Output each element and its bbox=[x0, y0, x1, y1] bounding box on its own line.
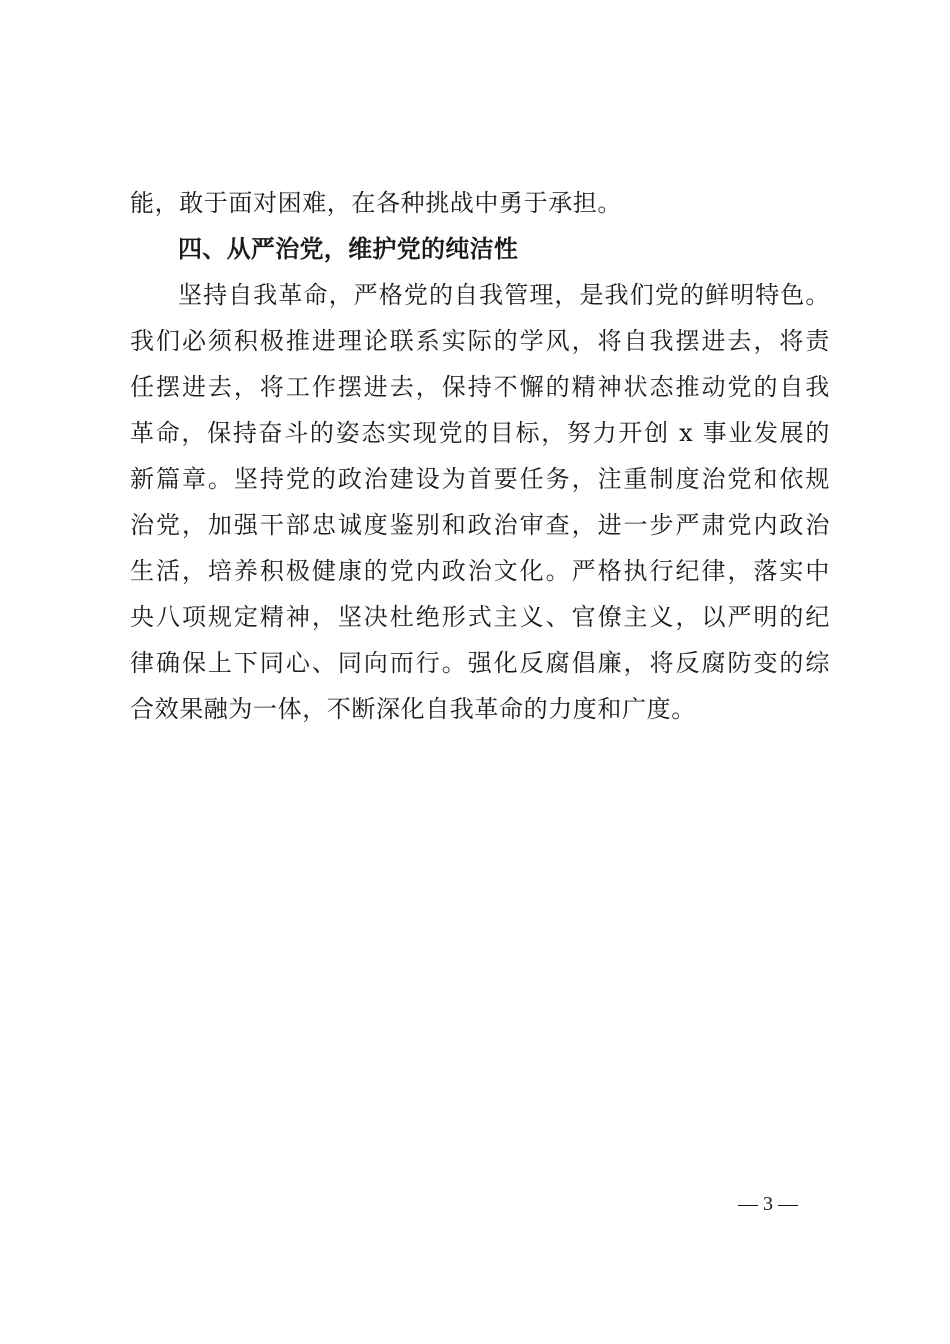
paragraph-line: 律确保上下同心、同向而行。强化反腐倡廉，将反腐防变的综 bbox=[130, 649, 830, 677]
page-number: — 3 — bbox=[738, 1193, 798, 1215]
paragraph-last-line: 合效果融为一体，不断深化自我革命的力度和广度。 bbox=[130, 695, 696, 723]
section-heading: 四、从严治党，维护党的纯洁性 bbox=[178, 235, 519, 263]
paragraph-line: 我们必须积极推进理论联系实际的学风，将自我摆进去，将责 bbox=[130, 327, 830, 355]
document-body bbox=[130, 180, 830, 732]
paragraph-line: 任摆进去，将工作摆进去，保持不懈的精神状态推动党的自我 bbox=[130, 373, 830, 401]
paragraph-continuation-line: 能，敢于面对困难，在各种挑战中勇于承担。 bbox=[130, 189, 622, 217]
paragraph-line: 坚持自我革命，严格党的自我管理，是我们党的鲜明特色。 bbox=[178, 281, 830, 309]
paragraph-line: 央八项规定精神，坚决杜绝形式主义、官僚主义，以严明的纪 bbox=[130, 603, 830, 631]
paragraph-line: 生活，培养积极健康的党内政治文化。严格执行纪律，落实中 bbox=[130, 557, 830, 585]
paragraph-line: 新篇章。坚持党的政治建设为首要任务，注重制度治党和依规 bbox=[130, 465, 830, 493]
paragraph-line: 治党，加强干部忠诚度鉴别和政治审查，进一步严肃党内政治 bbox=[130, 511, 830, 539]
paragraph-line: 革命，保持奋斗的姿态实现党的目标，努力开创 x 事业发展的 bbox=[130, 419, 830, 447]
